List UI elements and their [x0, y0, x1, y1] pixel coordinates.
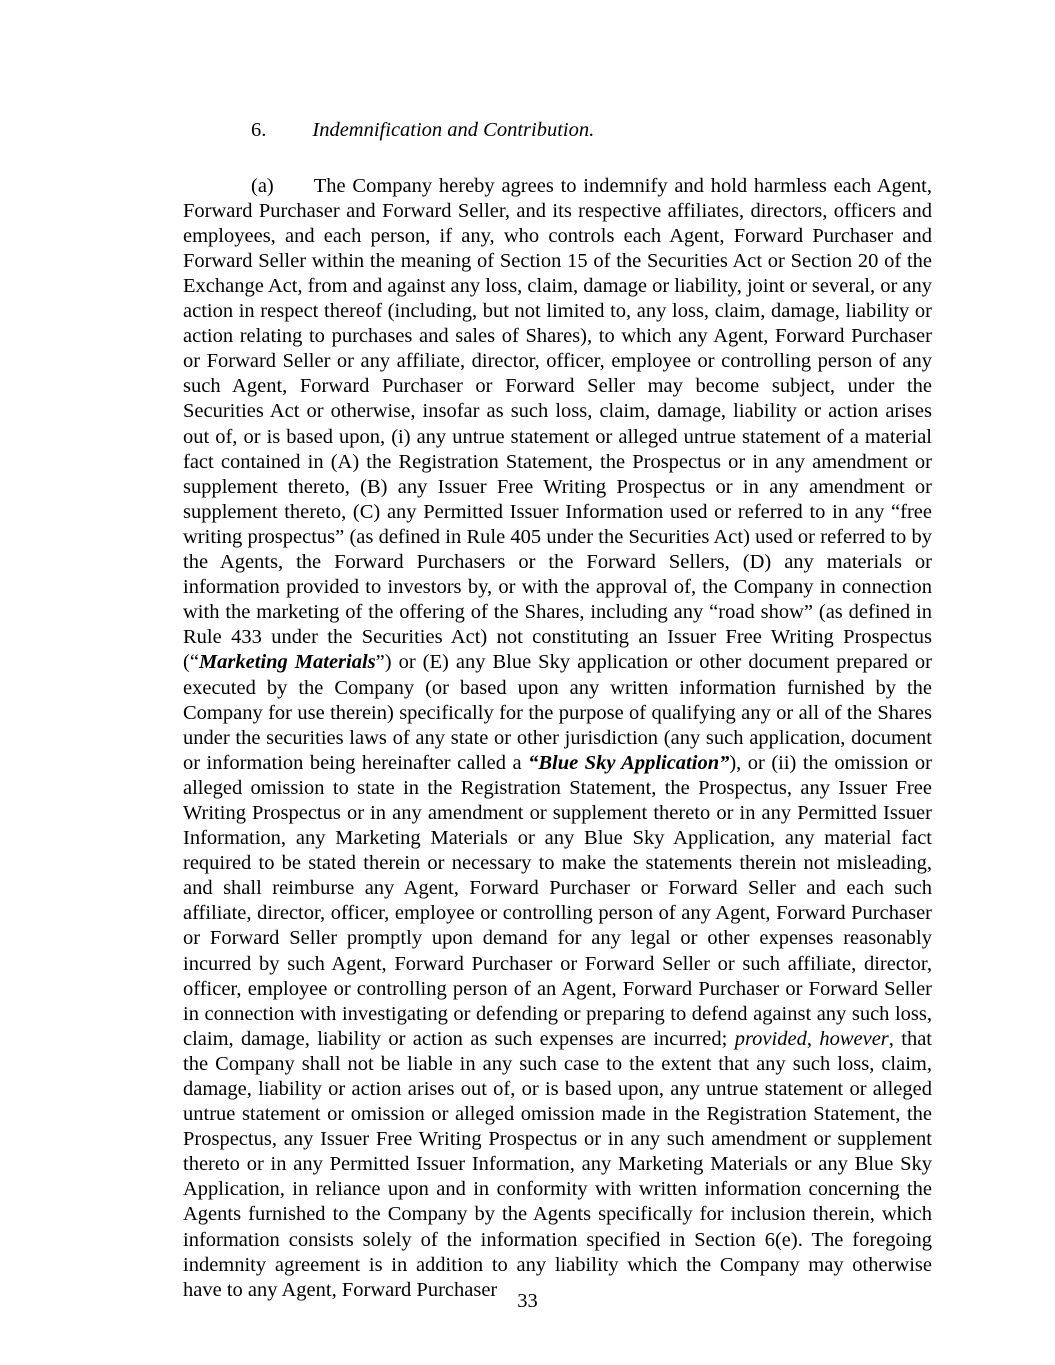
paragraph-text-3: ), or (ii) the omission or alleged omission to state in the Registration Statement, the Prospectus, any Issuer Free Writing Prospectus or in any amendment or supplement thereto or in any Permitted Issuer Information, any Marketing Materials or any Blue Sky Application, any material fact required to be stated therein or necessary to make the statements therein not misleading, and shall reimburse any Agent, Forward Purchaser or Forward Seller and each such affiliate, director, officer, employee or controlling person of any Agent, Forward Purchaser or Forward Seller promptly upon demand for any legal or other expenses reasonably incurred by such Agent, Forward Purchaser or Forward Seller or such affiliate, director, officer, employee or controlling person of an Agent, Forward Purchaser or Forward Seller in connection with investigating or defending or preparing to defend against any such loss, claim, damage, liability or action as such expenses are incurred; — [183, 751, 932, 1050]
defined-term-blue-sky-application: “Blue Sky Application” — [528, 751, 730, 774]
paragraph-text-4: , — [806, 1027, 820, 1050]
italic-provided: provided — [734, 1027, 807, 1050]
section-heading — [183, 118, 932, 144]
paragraph-text-1: The Company hereby agrees to indemnify and hold harmless each Agent, Forward Purchaser and Forward Seller, and its respective affiliates, directors, officers and employees, and each person, if any, who controls each Agent, Forward Purchaser and Forward Seller within the meaning of Section 15 of the Securities Act or Section 20 of the Exchange Act, from and against any loss, claim, damage or liability, joint or several, or any action in respect thereof (including, but not limited to, any loss, claim, damage, liability or action relating to purchases and sales of Shares), to which any Agent, Forward Purchaser or Forward Seller or any affiliate, director, officer, employee or controlling person of any such Agent, Forward Purchaser or Forward Seller may become subject, under the Securities Act or otherwise, insofar as such loss, claim, damage, liability or action arises out of, or is based upon, (i) any untrue statement or alleged untrue statement of a material fact contained in (A) the Registration Statement, the Prospectus or in any amendment or supplement thereto, (B) any Issuer Free Writing Prospectus or in any amendment or supplement thereto, (C) any Permitted Issuer Information used or referred to in any “free writing prospectus” (as defined in Rule 405 under the Securities Act) used or referred to by the Agents, the Forward Purchasers or the Forward Sellers, (D) any materials or information provided to investors by, or with the approval of, the Company in connection with the marketing of the offering of the Shares, including any “road show” (as defined in Rule 433 under the Securities Act) not constituting an Issuer Free Writing Prospectus (“ — [183, 174, 932, 674]
section-number: 6. — [251, 119, 267, 141]
paragraph-label: (a) — [251, 174, 274, 197]
section-title: Indemnification and Contribution. — [312, 119, 595, 141]
italic-however: however — [819, 1027, 889, 1050]
defined-term-marketing-materials: Marketing Materials — [198, 651, 376, 674]
page-number: 33 — [517, 1290, 538, 1312]
paragraph-text-2: ”) or (E) any Blue Sky application or other document prepared or executed by the Company (or based upon any written information furnished by the Company for use therein) specifically for the purpose of qualifying any or all of the Shares under the securities laws of any state or other jurisdiction (any such application, document or information being hereinafter called a — [183, 651, 933, 774]
paragraph-text-5: , that the Company shall not be liable in any such case to the extent that any such loss, claim, damage, liability or action arises out of, or is based upon, any untrue statement or alleged untrue statement or omission or alleged omission made in the Registration Statement, the Prospectus, any Issuer Free Writing Prospectus or in any such amendment or supplement thereto or in any Permitted Issuer Information, any Marketing Materials or any Blue Sky Application, in reliance upon and in conformity with written information concerning the Agents furnished to the Company by the Agents specifically for inclusion therein, which information consists solely of the information specified in Section 6(e). The foregoing indemnity agreement is in addition to any liability which the Company may otherwise have to any Agent, Forward Purchaser — [183, 1027, 933, 1301]
paragraph-a — [183, 174, 932, 1303]
